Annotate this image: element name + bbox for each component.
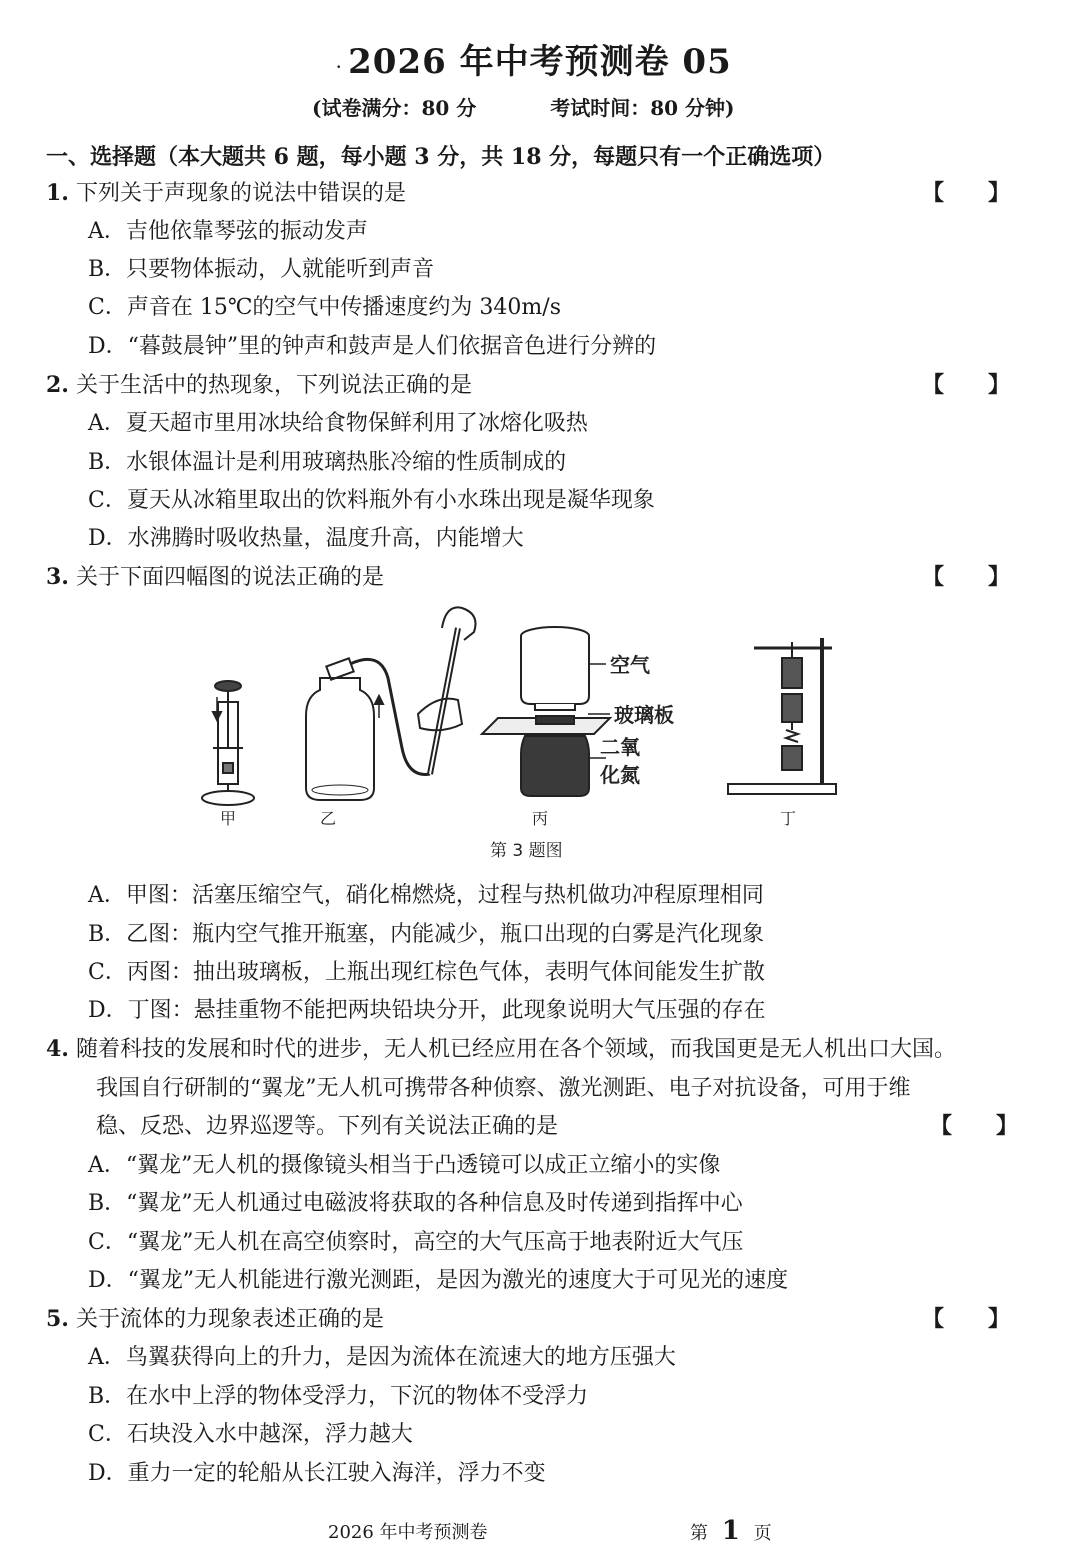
q3-option-a: A．甲图：活塞压缩空气，硝化棉燃烧，过程与热机做功冲程原理相同 (88, 883, 764, 908)
question-3-stem (46, 560, 384, 591)
figure-label-air: 空气 (610, 653, 650, 677)
question-4-stem-line1 (46, 1032, 956, 1063)
q3-option-b: B．乙图：瓶内空气推开瓶塞，内能减少，瓶口出现的白雾是汽化现象 (88, 922, 765, 947)
question-number: 2. (46, 372, 69, 398)
stray-dot: . (336, 56, 343, 72)
question-number: 3. (46, 564, 69, 590)
page-num: 1 (721, 1516, 740, 1546)
q5-option-d: D．重力一定的轮船从长江驶入海洋，浮力不变 (88, 1461, 546, 1486)
page-prefix: 第 (690, 1523, 708, 1544)
page-number (690, 1516, 772, 1546)
page-suffix: 页 (753, 1523, 772, 1544)
q5-option-a: A．鸟翼获得向上的升力，是因为流体在流速大的地方压强大 (88, 1345, 676, 1370)
title-text: 2026 年中考预测卷 05 (348, 42, 732, 82)
figure-label-glass: 玻璃板 (614, 703, 674, 727)
q3-option-c: C．丙图：抽出玻璃板，上瓶出现红棕色气体，表明气体间能发生扩散 (88, 960, 765, 985)
answer-bracket: 【 】 (930, 1113, 1019, 1139)
section-heading: 一、选择题（本大题共 6 题，每小题 3 分，共 18 分，每题只有一个正确选项） (46, 144, 836, 170)
question-text: 关于流体的力现象表述正确的是 (75, 1307, 384, 1332)
footer-title: 2026 年中考预测卷 (328, 1522, 488, 1543)
answer-bracket: 【 】 (922, 564, 1011, 590)
q4-option-d: D．“翼龙”无人机能进行激光测距，是因为激光的速度大于可见光的速度 (88, 1268, 789, 1293)
q2-option-d: D．水沸腾时吸收热量，温度升高，内能增大 (88, 526, 524, 551)
q4-option-a: A．“翼龙”无人机的摄像镜头相当于凸透镜可以成正立缩小的实像 (88, 1153, 721, 1178)
figure-ding-stand (728, 638, 836, 794)
q3-option-d: D．丁图：悬挂重物不能把两块铅块分开，此现象说明大气压强的存在 (88, 998, 766, 1023)
question-text: 下列关于声现象的说法中错误的是 (75, 181, 406, 206)
q1-option-b: B．只要物体振动，人就能听到声音 (88, 257, 435, 282)
figure-label-bing: 丙 (532, 809, 549, 828)
question-number: 4. (46, 1036, 69, 1062)
figure-label-no2-line2: 化氮 (600, 763, 640, 787)
figure-label-yi: 乙 (320, 809, 337, 828)
question-1-stem (46, 176, 406, 207)
figure-jia-cylinder (202, 681, 254, 805)
q1-option-d: D．“暮鼓晨钟”里的钟声和鼓声是人们依据音色进行分辨的 (88, 334, 657, 359)
q2-option-b: B．水银体温计是利用玻璃热胀冷缩的性质制成的 (88, 450, 567, 475)
q1-option-c: C．声音在 15℃的空气中传播速度约为 340m/s (88, 295, 561, 320)
question-number: 5. (46, 1306, 69, 1332)
answer-bracket: 【 】 (922, 180, 1011, 206)
question-4-stem-line2: 我国自行研制的“翼龙”无人机可携带各种侦察、激光测距、电子对抗设备，可用于维 (96, 1076, 911, 1101)
question-text: 随着科技的发展和时代的进步，无人机已经应用在各个领域，而我国更是无人机出口大国。 (75, 1037, 956, 1062)
exam-time: 考试时间：80 分钟) (550, 96, 735, 120)
question-text: 关于下面四幅图的说法正确的是 (75, 565, 384, 590)
q1-option-a: A．吉他依靠琴弦的振动发声 (88, 219, 368, 244)
figure-caption: 第 3 题图 (490, 841, 563, 861)
full-score: (试卷满分：80 分 (312, 96, 477, 120)
figure-bing-jars (482, 627, 610, 796)
q4-option-b: B．“翼龙”无人机通过电磁波将获取的各种信息及时传递到指挥中心 (88, 1191, 743, 1216)
answer-bracket: 【 】 (922, 1306, 1011, 1332)
figure-label-no2-line1: 二氧 (600, 735, 640, 759)
q4-option-c: C．“翼龙”无人机在高空侦察时，高空的大气压高于地表附近大气压 (88, 1230, 744, 1255)
question-3-figure (180, 598, 880, 868)
figure-label-ding: 丁 (780, 809, 797, 828)
question-2-stem (46, 368, 472, 399)
question-text: 关于生活中的热现象，下列说法正确的是 (75, 373, 472, 398)
figure-label-jia: 甲 (220, 809, 237, 828)
page-title (0, 34, 1068, 83)
question-5-stem (46, 1302, 384, 1333)
question-4-stem-line3: 稳、反恐、边界巡逻等。下列有关说法正确的是 (96, 1114, 559, 1139)
question-number: 1. (46, 180, 69, 206)
exam-meta (312, 92, 734, 121)
q2-option-a: A．夏天超市里用冰块给食物保鲜利用了冰熔化吸热 (88, 411, 588, 436)
q5-option-c: C．石块没入水中越深，浮力越大 (88, 1422, 413, 1447)
q5-option-b: B．在水中上浮的物体受浮力，下沉的物体不受浮力 (88, 1384, 589, 1409)
answer-bracket: 【 】 (922, 372, 1011, 398)
figure-yi-bottle (306, 607, 476, 800)
q2-option-c: C．夏天从冰箱里取出的饮料瓶外有小水珠出现是凝华现象 (88, 488, 655, 513)
